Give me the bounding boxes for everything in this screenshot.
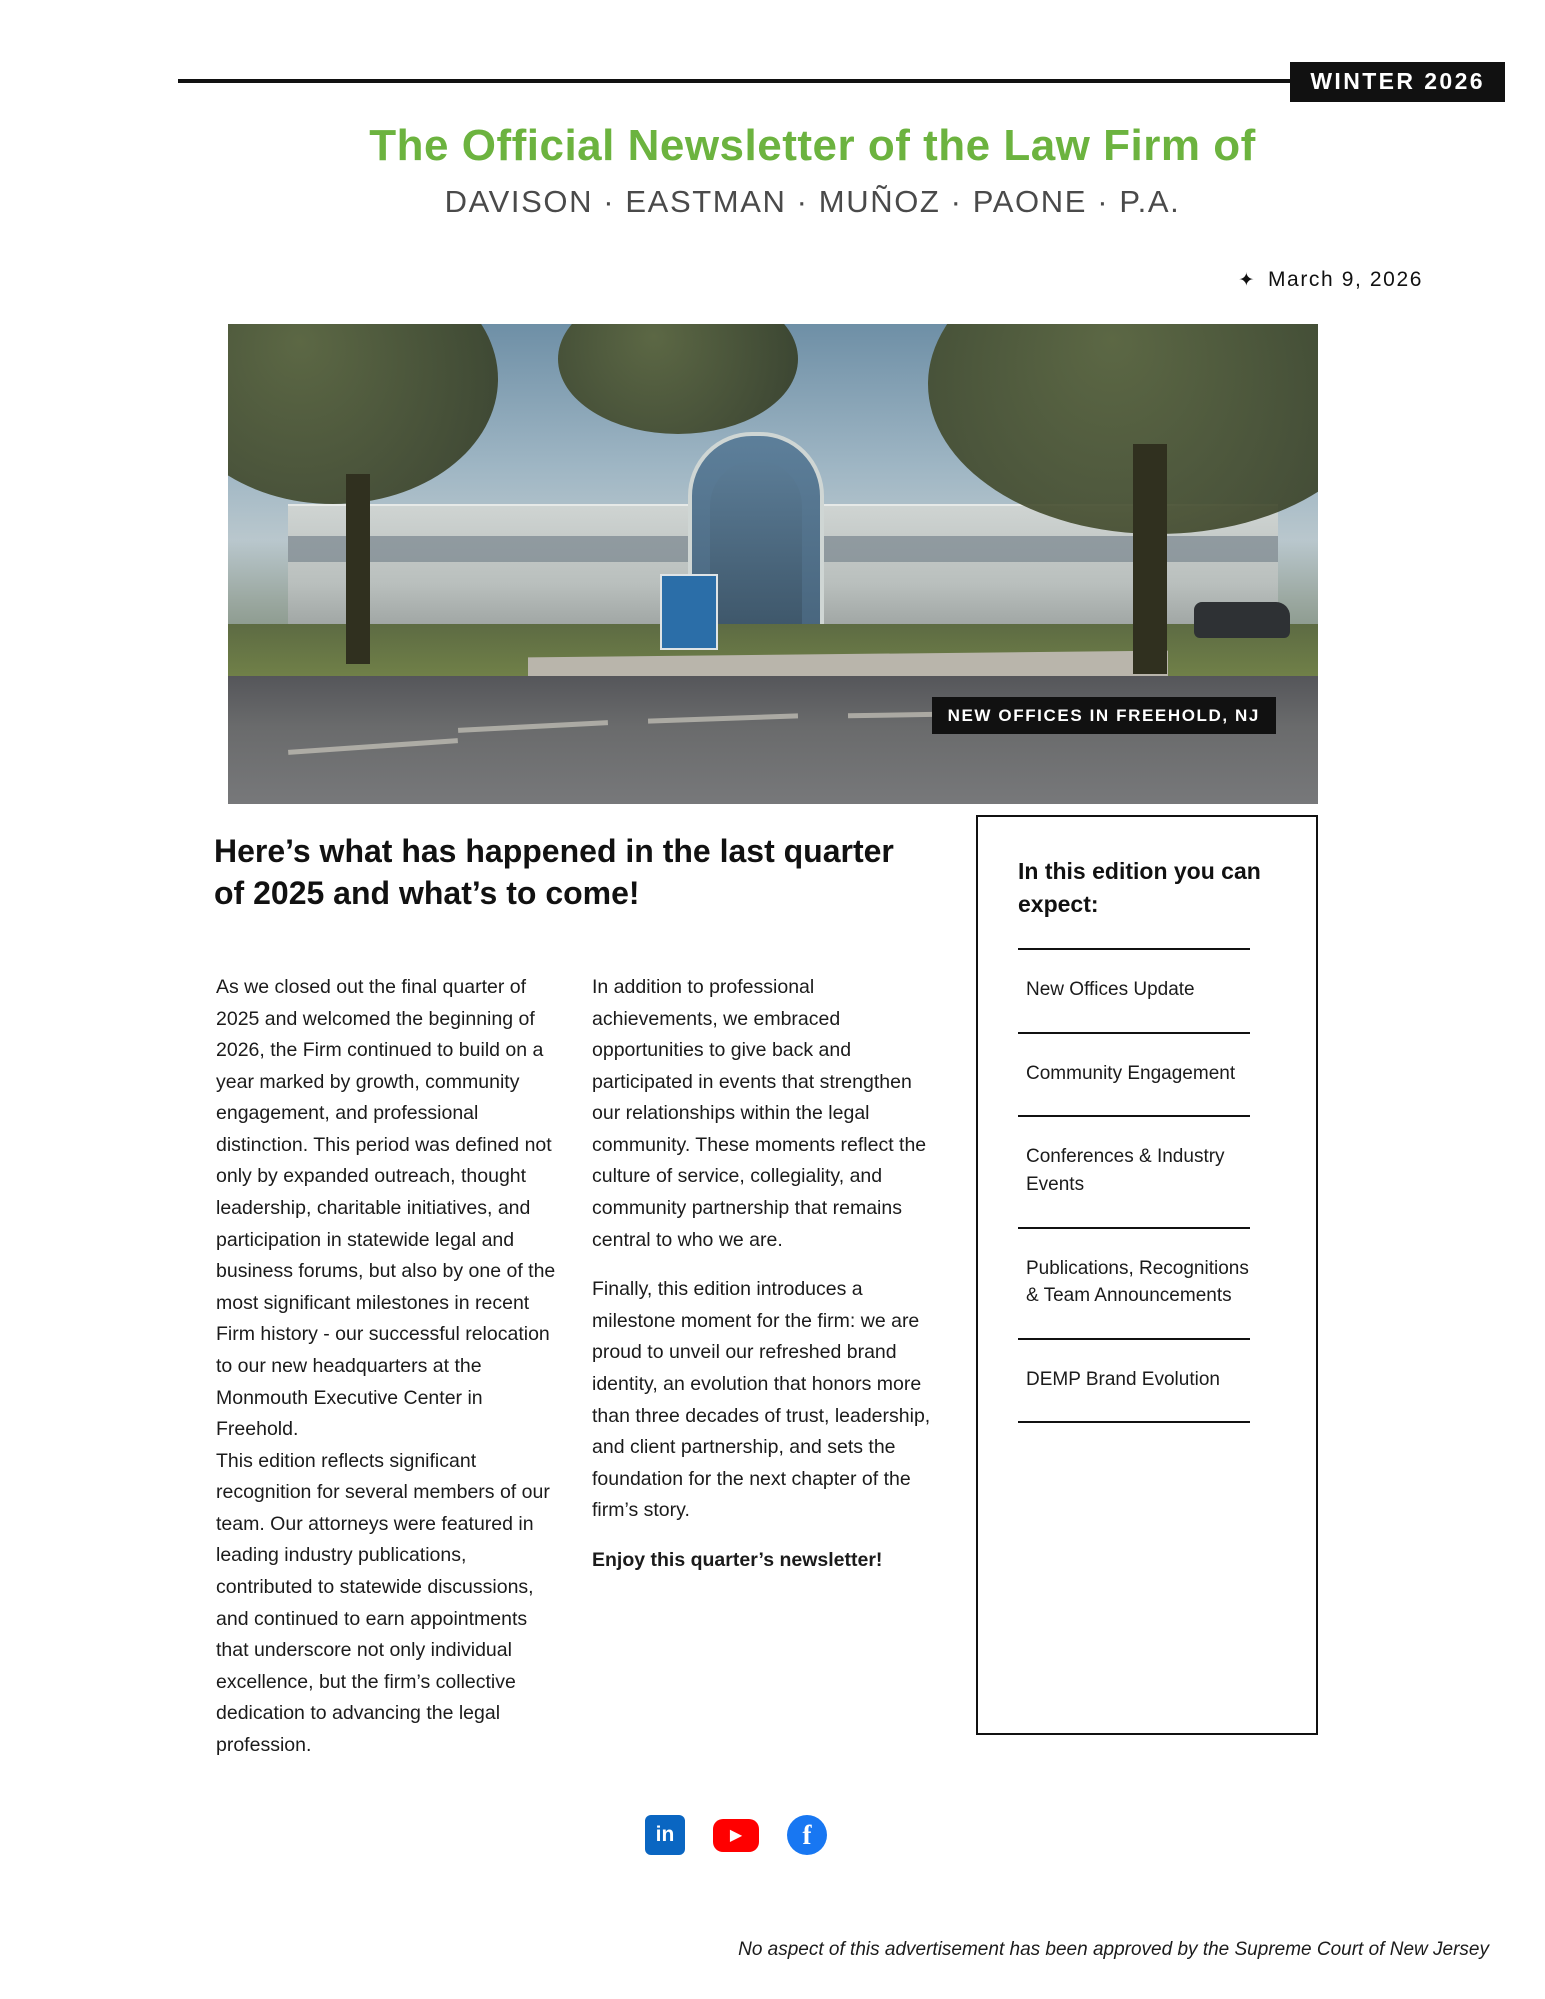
firm-name: DAVISON · EASTMAN · MUÑOZ · PAONE · P.A. bbox=[444, 184, 1181, 220]
issue-tag: WINTER 2026 bbox=[1290, 62, 1505, 102]
issue-date bbox=[1238, 268, 1423, 292]
footer-disclaimer: No aspect of this advertisement has been approved by the Supreme Court of New Jersey bbox=[738, 1939, 1489, 1960]
sidebar-divider bbox=[1018, 948, 1250, 950]
hero-parking-lot bbox=[228, 676, 1318, 804]
masthead bbox=[178, 62, 1505, 102]
sidebar-divider bbox=[1018, 1032, 1250, 1034]
youtube-icon[interactable]: ▶ bbox=[713, 1819, 759, 1852]
sidebar-item-conferences: Conferences & Industry Events bbox=[1026, 1146, 1225, 1195]
linkedin-icon[interactable]: in bbox=[645, 1815, 685, 1855]
tree-trunk-icon bbox=[346, 474, 370, 664]
sidebar-divider bbox=[1018, 1227, 1250, 1229]
title-block bbox=[180, 122, 1445, 220]
facebook-icon[interactable]: f bbox=[787, 1815, 827, 1855]
issue-date-text: March 9, 2026 bbox=[1267, 268, 1423, 291]
article-headline: Here’s what has happened in the last quarter of 2025 and what’s to come! bbox=[214, 833, 894, 912]
sidebar-title: In this edition you can expect: bbox=[1018, 858, 1261, 917]
hero-image bbox=[228, 324, 1318, 804]
social-links bbox=[645, 1815, 827, 1855]
article-column-left bbox=[216, 972, 561, 1779]
hero-car bbox=[1194, 602, 1290, 638]
paragraph: In addition to professional achievements, we embraced opportunities to give back and participated in events that strengthen our relationships within the legal community. These moments reflect the culture of service, collegiality, and community partnership that remains central to who we are. bbox=[592, 976, 927, 1251]
in-this-edition-box bbox=[976, 815, 1318, 1735]
sidebar-item-community-engagement: Community Engagement bbox=[1026, 1062, 1236, 1084]
article-column-middle bbox=[592, 972, 937, 1594]
paragraph: This edition reflects significant recognition for several members of our team. Our attorneys were featured in leading industry publications, contributed to statewide discussions, and continued to earn appointments that underscore not only individual excellence, but the firm’s collective dedication to advancing the legal profession. bbox=[216, 1449, 550, 1756]
sidebar-item-brand-evolution: DEMP Brand Evolution bbox=[1026, 1368, 1220, 1390]
sidebar-divider bbox=[1018, 1421, 1250, 1423]
sidebar-item-new-offices: New Offices Update bbox=[1026, 979, 1195, 1001]
sidebar-divider bbox=[1018, 1115, 1250, 1117]
hero-caption: NEW OFFICES IN FREEHOLD, NJ bbox=[932, 697, 1276, 734]
paragraph: As we closed out the final quarter of 2025 and welcomed the beginning of 2026, the Firm continued to build on a year marked by growth, community engagement, and professional distinction. This period was defined not only by expanded outreach, thought leadership, charitable initiatives, and participation in statewide legal and business forums, but also by one of the most significant milestones in recent Firm history - our successful relocation to our new headquarters at the Monmouth Executive Center in Freehold. bbox=[216, 976, 556, 1441]
hero-sign bbox=[660, 574, 718, 650]
tree-trunk-icon bbox=[1133, 444, 1167, 674]
hero-entrance-glass bbox=[710, 460, 802, 636]
star-icon: ✦ bbox=[1238, 269, 1256, 291]
sidebar-divider bbox=[1018, 1338, 1250, 1340]
closing-line: Enjoy this quarter’s newsletter! bbox=[592, 1548, 883, 1571]
paragraph: Finally, this edition introduces a milestone moment for the firm: we are proud to unveil our refreshed brand identity, an evolution that honors more than three decades of trust, leadership, and client partnership, and sets the foundation for the next chapter of the firm’s story. bbox=[592, 1278, 931, 1522]
sidebar-item-publications: Publications, Recognitions & Team Announcements bbox=[1026, 1257, 1249, 1307]
page-title: The Official Newsletter of the Law Firm of bbox=[369, 121, 1256, 170]
